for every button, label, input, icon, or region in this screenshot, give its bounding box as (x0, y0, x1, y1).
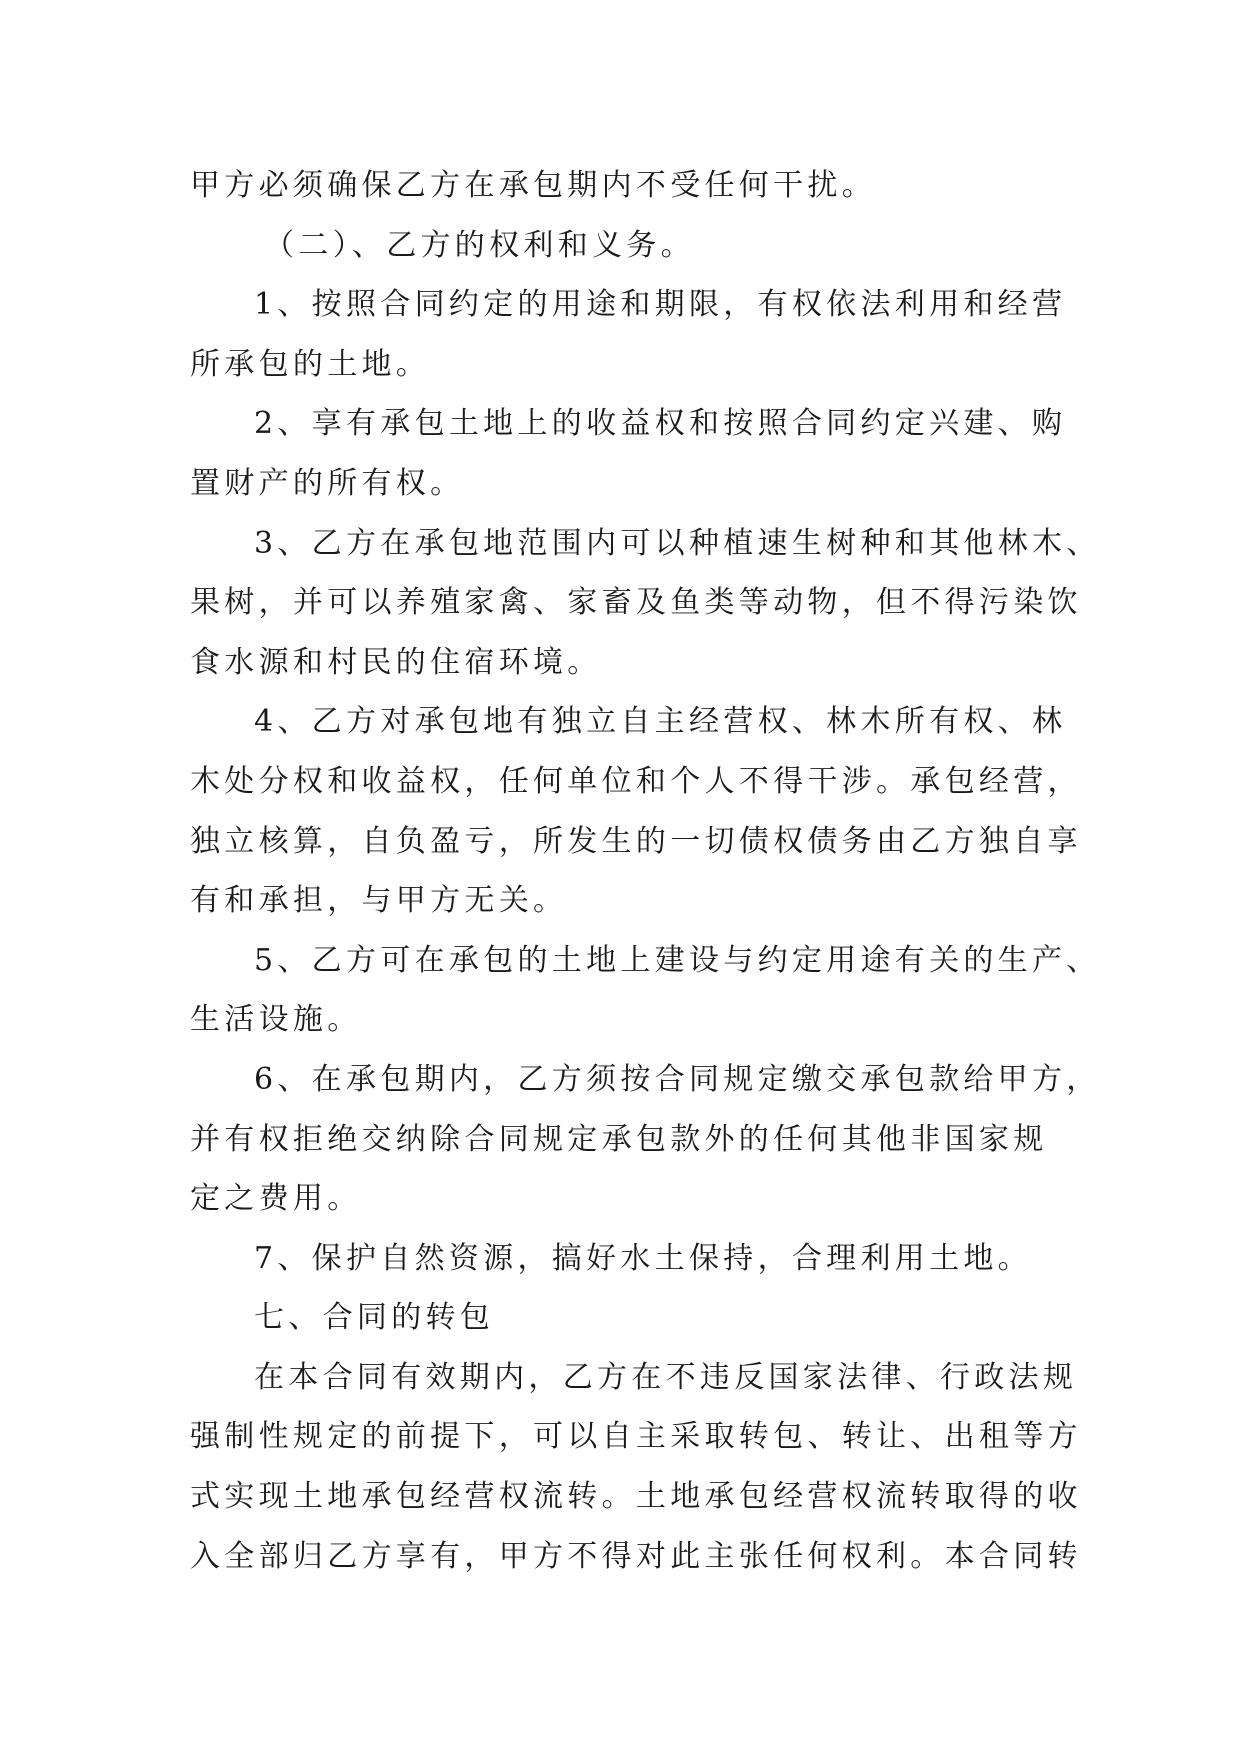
clause-line: 1、按照合同约定的用途和期限，有权依法利用和经营 (254, 287, 1067, 323)
body-line: 食水源和村民的住宿环境。 (190, 644, 602, 680)
clause-line: 在本合同有效期内，乙方在不违反国家法律、行政法规 (254, 1359, 1078, 1395)
body-line: 入全部归乙方享有，甲方不得对此主张任何权利。本合同转 (190, 1538, 1082, 1574)
body-line: 所承包的土地。 (190, 346, 431, 382)
body-line: 有和承担，与甲方无关。 (190, 883, 568, 919)
body-line: 木处分权和收益权，任何单位和个人不得干涉。承包经营， (190, 763, 1082, 799)
contract-body (190, 156, 1101, 1586)
body-line: 甲方必须确保乙方在承包期内不受任何干扰。 (190, 168, 876, 203)
body-line: 定之费用。 (190, 1181, 362, 1217)
body-line: 果树，并可以养殖家禽、家畜及鱼类等动物，但不得污染饮 (190, 585, 1082, 621)
clause-line: 4、乙方对承包地有独立自主经营权、林木所有权、林 (254, 704, 1067, 740)
body-line: 并有权拒绝交纳除合同规定承包款外的任何其他非国家规 (190, 1121, 1048, 1157)
clause-line: 6、在承包期内，乙方须按合同规定缴交承包款给甲方， (254, 1061, 1101, 1097)
body-line: 式实现土地承包经营权流转。土地承包经营权流转取得的收 (190, 1479, 1082, 1515)
section-heading: （二）、乙方的权利和义务。 (264, 227, 695, 263)
clause-line: 5、乙方可在承包的土地上建设与约定用途有关的生产、 (254, 942, 1101, 978)
clause-line: 3、乙方在承包地范围内可以种植速生树种和其他林木、 (254, 525, 1101, 561)
clause-line: 7、保护自然资源，搞好水土保持，合理利用土地。 (254, 1240, 1032, 1276)
body-line: 独立核算，自负盈亏，所发生的一切债权债务由乙方独自享 (190, 823, 1082, 859)
section-heading: 七、合同的转包 (254, 1300, 495, 1336)
body-line: 强制性规定的前提下，可以自主采取转包、转让、出租等方 (190, 1419, 1082, 1455)
body-line: 置财产的所有权。 (190, 465, 465, 501)
clause-line: 2、享有承包土地上的收益权和按照合同约定兴建、购 (254, 406, 1067, 442)
body-line: 生活设施。 (190, 1002, 362, 1038)
